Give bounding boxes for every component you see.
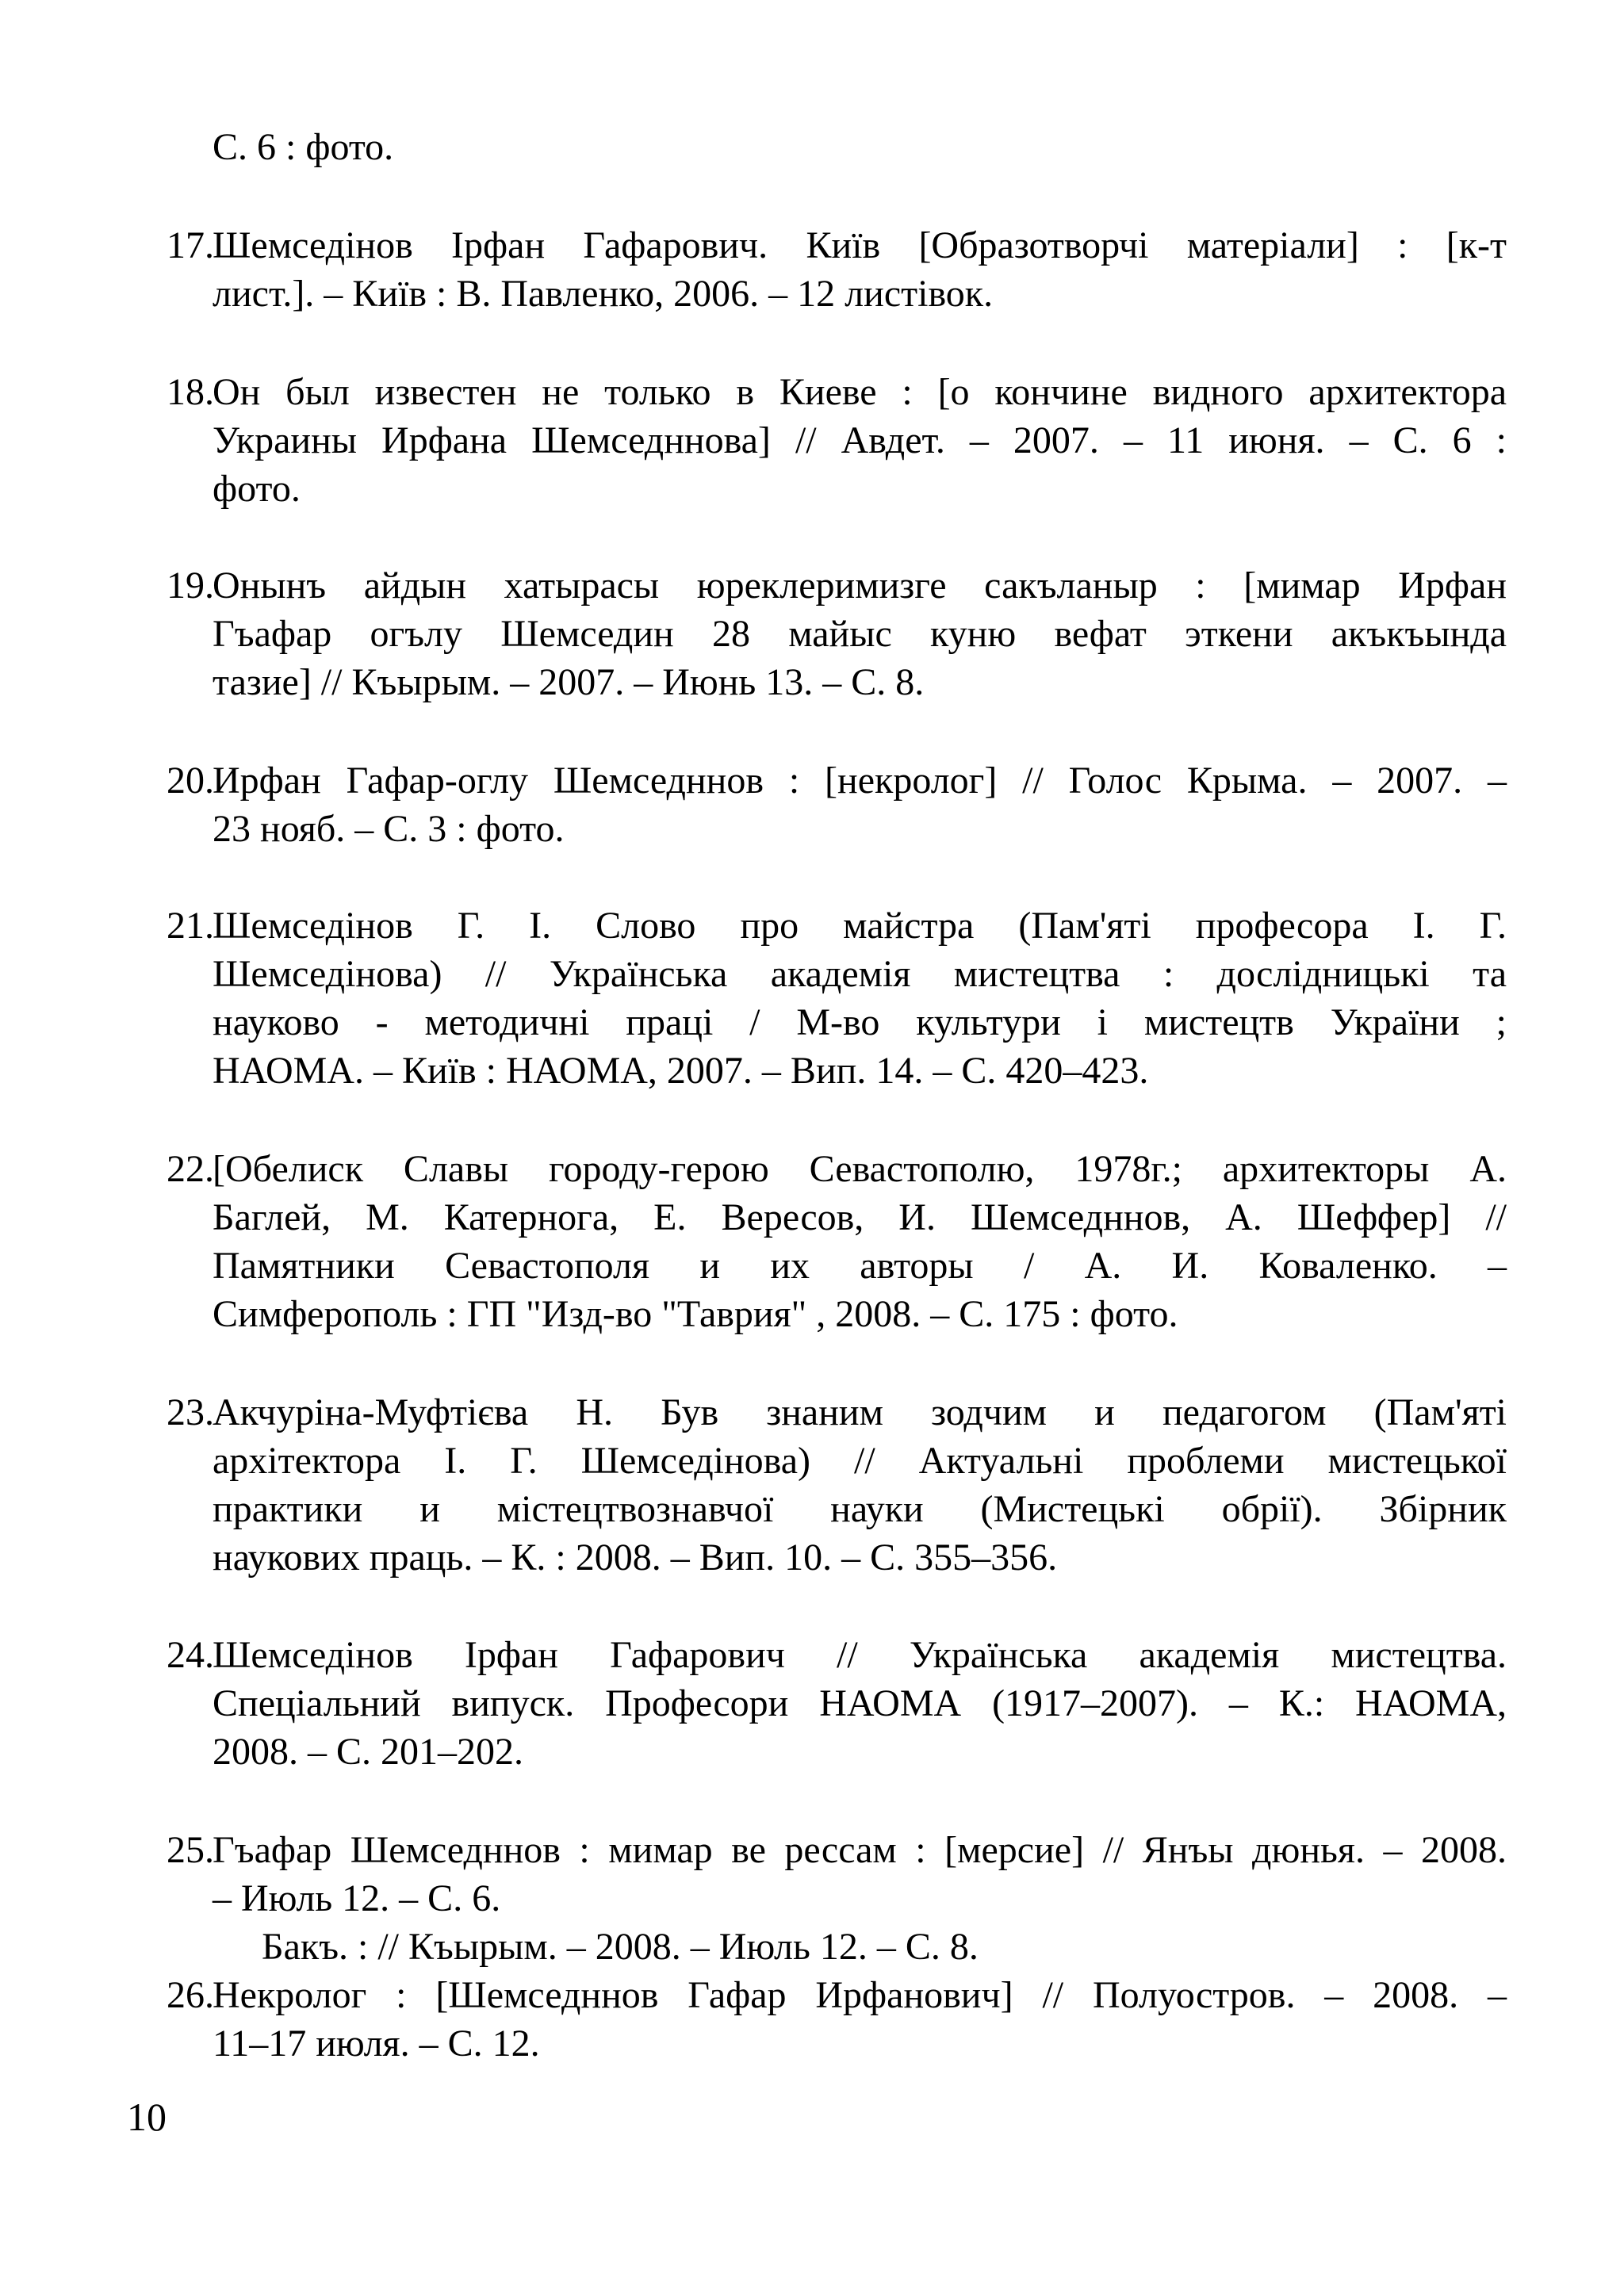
entry-number: 25. [167,1829,214,1871]
text-line: Гъафар Шемседннов : мимар ве рессам : [мерсие] // Янъы дюнья. – 2008. [213,1829,1507,1871]
text-line: 11–17 июля. – С. 12. [213,2022,540,2064]
entry-number: 22. [167,1148,214,1190]
text-line: Шемседінов Ірфан Гафарович. Київ [Образотворчі матеріали] : [к-т [213,224,1507,266]
entry-number: 26. [167,1974,214,2016]
entry-number: 17. [167,224,214,266]
text-line: Некролог : [Шемседннов Гафар Ирфанович] // Полуостров. – 2008. – [213,1974,1507,2016]
text-line: С. 6 : фото. [213,126,394,168]
text-line: 2008. – С. 201–202. [213,1731,524,1773]
entry-number: 23. [167,1391,214,1433]
text-line: Бакъ. : // Къырым. – 2008. – Июль 12. – С. 8. [262,1926,979,1968]
text-line: наукових праць. – К. : 2008. – Вип. 10. – С. 355–356. [213,1536,1058,1578]
page-number: 10 [127,2095,167,2139]
text-line: Ирфан Гафар-оглу Шемседннов : [некролог] // Голос Крыма. – 2007. – [213,760,1507,802]
text-line: Шемседінова) // Українська академія мистецтва : дослідницькі та [213,953,1507,995]
entry-number: 18. [167,371,214,413]
text-line: [Обелиск Славы городу-герою Севастополю, 1978г.; архитекторы А. [213,1148,1507,1190]
text-line: Он был известен не только в Киеве : [о кончине видного архитектора [213,371,1507,413]
text-line: архітектора І. Г. Шемседінова) // Актуальні проблеми мистецької [213,1440,1507,1482]
text-line: – Июль 12. – С. 6. [213,1877,501,1919]
text-line: Симферополь : ГП "Изд-во "Таврия" , 2008. – С. 175 : фото. [213,1293,1178,1335]
text-line: Памятники Севастополя и их авторы / А. И. Коваленко. – [213,1245,1507,1287]
text-line: Спеціальний випуск. Професори НАОМА (1917–2007). – К.: НАОМА, [213,1682,1507,1724]
text-line: фото. [213,468,301,510]
text-line: 23 нояб. – С. 3 : фото. [213,808,565,850]
text-line: науково - методичні праці / М-во культури і мистецтв України ; [213,1001,1507,1043]
text-line: Гъафар огълу Шемседин 28 майыс куню вефат эткени акъкъында [213,613,1507,655]
text-line: практики и містецтвознавчої науки (Мистецькі обрії). Збірник [213,1488,1507,1530]
entry-number: 19. [167,564,214,607]
text-line: Баглей, М. Катернога, Е. Вересов, И. Шемседннов, А. Шеффер] // [213,1196,1507,1238]
text-line: Онынъ айдын хатырасы юреклеримизге сакъланыр : [мимар Ирфан [213,564,1507,607]
text-line: Шемседінов Г. І. Слово про майстра (Пам'яті професора І. Г. [213,905,1507,947]
entry-number: 21. [167,905,214,947]
entry-number: 20. [167,760,214,802]
text-line: Украины Ирфана Шемседннова] // Авдет. – 2007. – 11 июня. – С. 6 : [213,419,1507,461]
text-line: Шемседінов Ірфан Гафарович // Українська академія мистецтва. [213,1634,1507,1676]
entry-number: 24. [167,1634,214,1676]
text-line: Акчуріна-Муфтієва Н. Був знаним зодчим и педагогом (Пам'яті [213,1391,1507,1433]
text-line: лист.]. – Київ : В. Павленко, 2006. – 12 листівок. [213,273,994,315]
text-line: НАОМА. – Київ : НАОМА, 2007. – Вип. 14. – С. 420–423. [213,1050,1149,1092]
text-line: тазие] // Къырым. – 2007. – Июнь 13. – С. 8. [213,661,925,703]
